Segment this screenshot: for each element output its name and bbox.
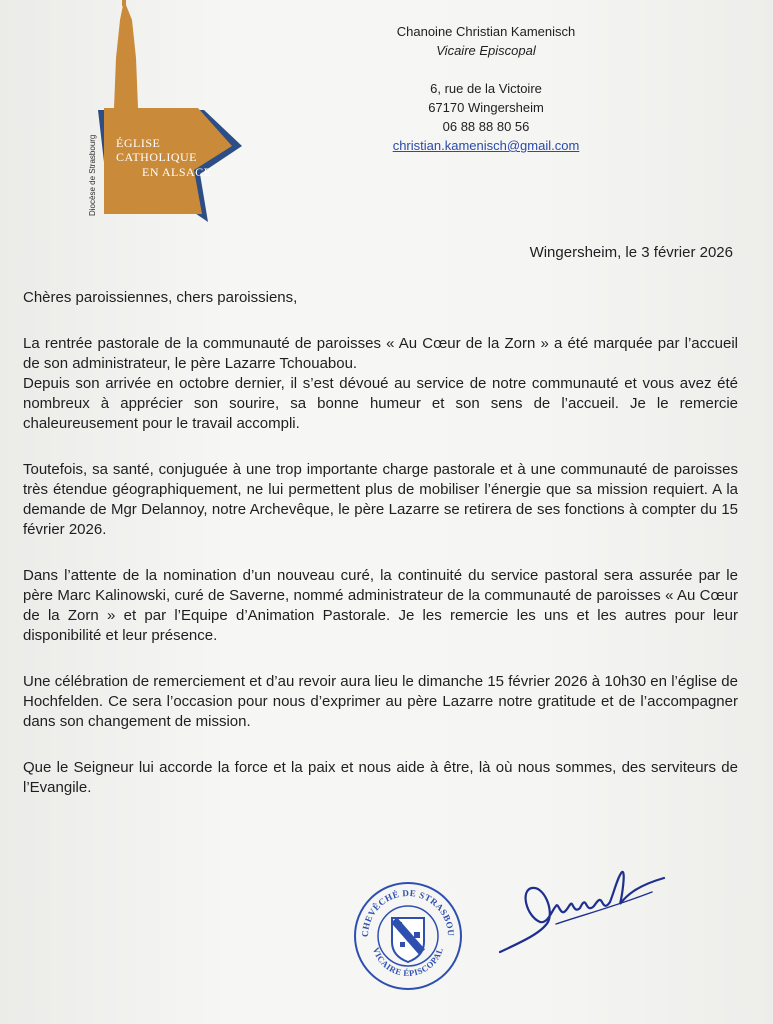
- sender-title: Vicaire Episcopal: [436, 43, 536, 58]
- letter-body: [23, 288, 738, 824]
- paragraph-1b: Depuis son arrivée en octobre dernier, il s’est dévoué au service de notre communauté et vous avez été nombreux à apprécier son sourire, sa bonne humeur et son sens de l’accueil. Je le remercie chaleureusement pour le travail accompli.: [23, 375, 738, 432]
- salutation: Chères paroissiennes, chers paroissiens,: [23, 289, 298, 306]
- sender-name: Chanoine Christian Kamenisch: [396, 24, 576, 39]
- sender-street: 6, rue de la Victoire: [430, 81, 542, 96]
- seal-graphic: [352, 880, 464, 992]
- sender-city: 67170 Wingersheim: [428, 100, 544, 115]
- sender-email-link[interactable]: christian.kamenisch@gmail.com: [392, 138, 580, 153]
- logo-graphic: [84, 0, 244, 222]
- logo-line-3: EN ALSACE: [142, 165, 212, 179]
- paragraph-1a: La rentrée pastorale de la communauté de paroisses « Au Cœur de la Zorn » a été marquée par l’accueil de son administrateur, le père Lazarre Tchouabou.: [23, 335, 738, 372]
- paragraph-2: Toutefois, sa santé, conjuguée à une trop importante charge pastorale et à une communauté de paroisses très étendue géographiquement, ne lui permettent plus de mobiliser l’énergie que sa mission requiert. A la demande de Mgr Delannoy, notre Archevêque, le père Lazarre se retirera de ses fonctions à compter du 15 février 2026.: [23, 461, 738, 538]
- church-logo: [84, 0, 244, 222]
- logo-line-2: CATHOLIQUE: [116, 150, 197, 164]
- signature-graphic: [496, 866, 668, 958]
- header-spacer: [360, 60, 612, 79]
- paragraph-3: Dans l’attente de la nomination d’un nouveau curé, la continuité du service pastoral sera assurée par le père Marc Kalinowski, curé de Saverne, nommé administrateur de la communauté de paroisses « Au Cœur de la Zorn » et par l’Equipe d’Animation Pastorale. Je les remercie les uns et les autres pour leur disponibilité et leur présence.: [23, 567, 738, 644]
- letter-date: Wingersheim, le 3 février 2026: [529, 244, 733, 261]
- logo-diocese-label: Diocèse de Strasbourg: [88, 134, 97, 216]
- sender-address-block: [360, 22, 612, 155]
- handwritten-signature: [496, 866, 668, 958]
- sender-phone: 06 88 88 80 56: [442, 119, 530, 134]
- paragraph-5: Que le Seigneur lui accorde la force et la paix et nous aide à être, là où nous sommes, des serviteurs de l’Evangile.: [23, 759, 738, 796]
- episcopal-seal: [352, 880, 464, 992]
- seal-top-text: CHEVÊCHÉ DE STRASBOU: [359, 887, 457, 938]
- paragraph-4: Une célébration de remerciement et d’au revoir aura lieu le dimanche 15 février 2026 à 10h30 en l’église de Hochfelden. Ce sera l’occasion pour nous d’exprimer au père Lazarre notre gratitude et de l’accompagner dans son changement de mission.: [23, 673, 738, 730]
- logo-line-1: ÉGLISE: [116, 136, 161, 150]
- seal-bottom-text: VICAIRE ÉPISCOPAL: [371, 946, 445, 979]
- logo-spire-shape: [104, 0, 232, 214]
- signature-stroke: [500, 872, 664, 952]
